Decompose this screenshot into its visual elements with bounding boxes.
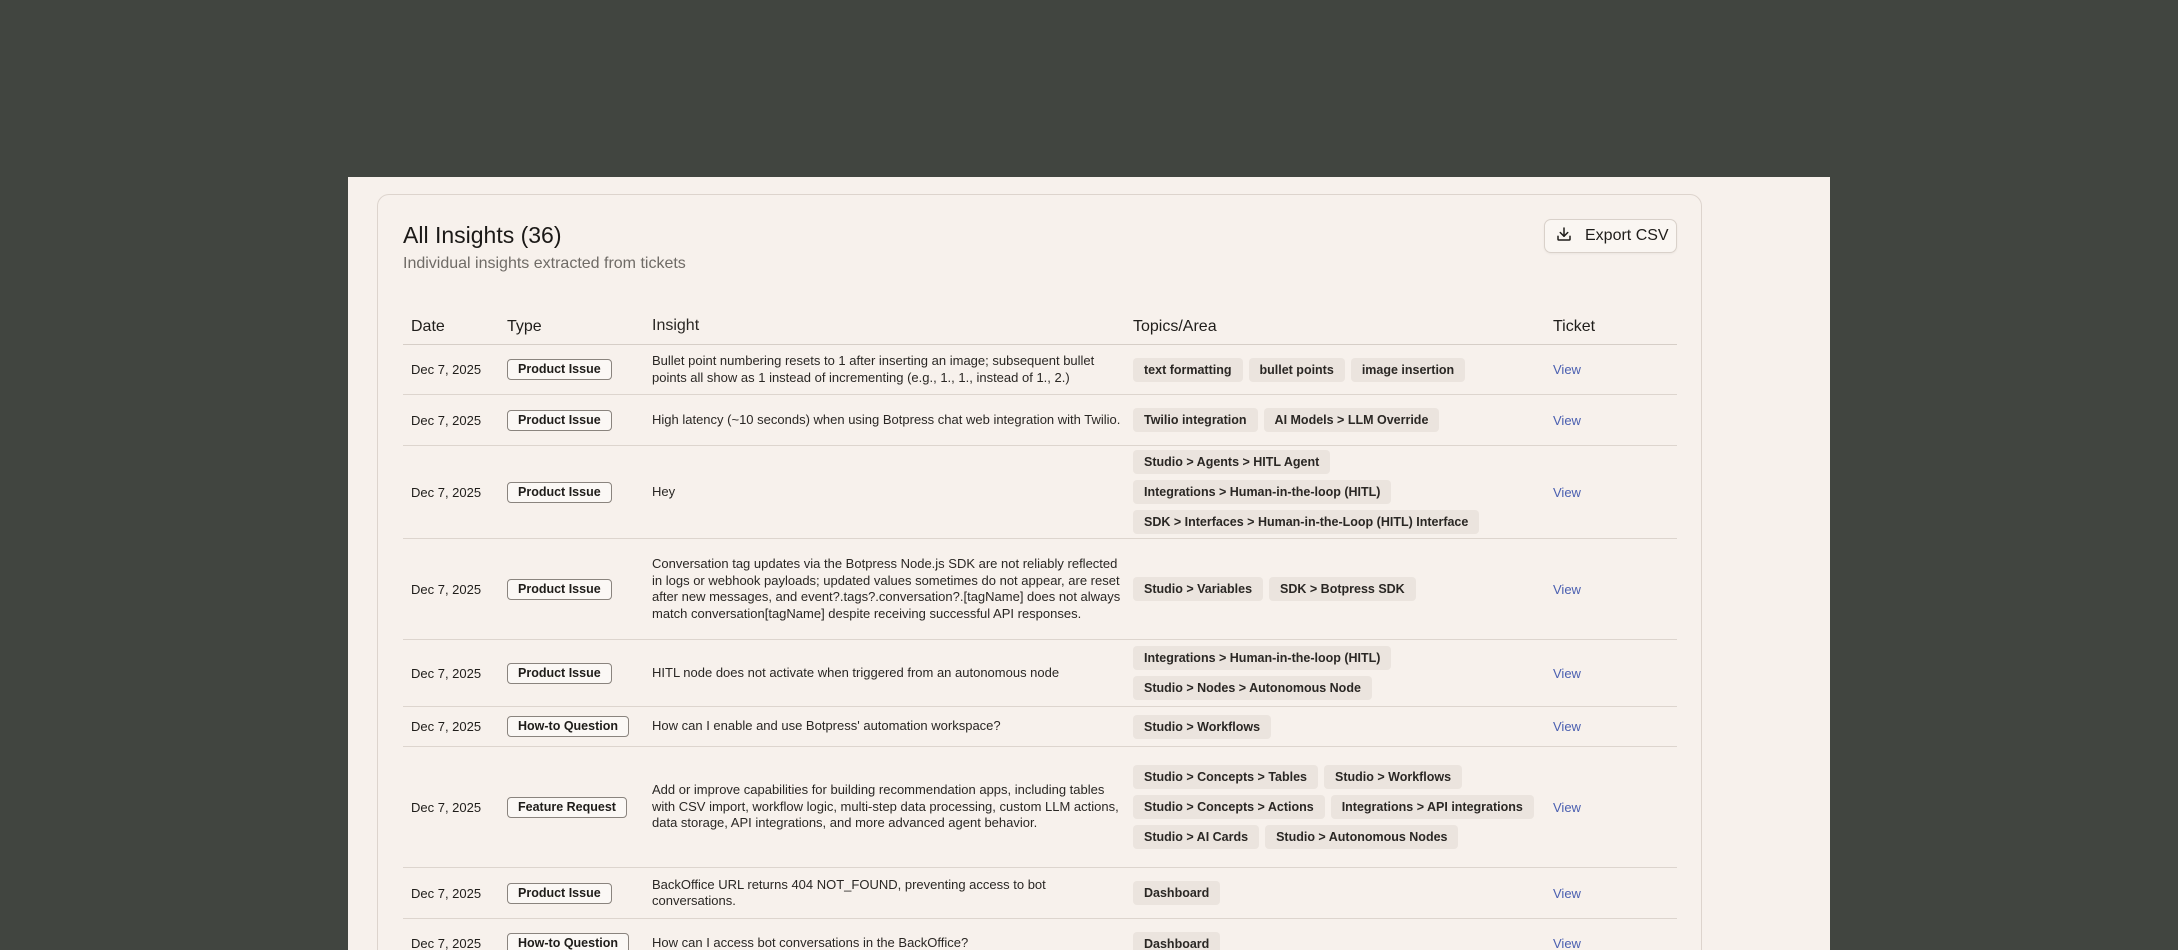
table-row [403, 747, 1677, 868]
cell-type [507, 716, 652, 737]
type-badge: Product Issue [507, 883, 612, 904]
table-row [403, 446, 1677, 539]
column-header-type[interactable]: Type [507, 317, 542, 335]
cell-insight: Conversation tag updates via the Botpress Node.js SDK are not reliably reflected in logs or webhook payloads; updated values sometimes do not appear, are reset after new messages, and event?.tags?.conversation?.[tagName] does not always match conversation[tagName] despite receiving successful API responses. [652, 556, 1121, 621]
column-header-ticket[interactable]: Ticket [1553, 317, 1596, 335]
topic-tag: Integrations > Human-in-the-loop (HITL) [1133, 480, 1391, 504]
topic-tag: SDK > Interfaces > Human-in-the-Loop (HITL) Interface [1133, 510, 1479, 534]
cell-type [507, 883, 652, 904]
topic-tag: SDK > Botpress SDK [1269, 577, 1416, 601]
cell-date: Dec 7, 2025 [411, 719, 482, 734]
download-icon [1555, 225, 1573, 248]
topic-tag: Dashboard [1133, 881, 1220, 905]
cell-ticket [1553, 936, 1677, 950]
topic-tag: Studio > AI Cards [1133, 825, 1259, 849]
table-row [403, 395, 1677, 446]
type-badge: Product Issue [507, 663, 612, 684]
export-csv-button[interactable] [1544, 219, 1677, 253]
cell-insight: BackOffice URL returns 404 NOT_FOUND, preventing access to bot conversations. [652, 876, 1046, 908]
cell-topics [1133, 443, 1553, 541]
cell-insight: Bullet point numbering resets to 1 after inserting an image; subsequent bullet points all show as 1 instead of incrementing (e.g., 1., 1., instead of 1., 2.) [652, 353, 1095, 385]
cell-topics [1133, 925, 1553, 950]
column-header-topics[interactable]: Topics/Area [1133, 317, 1217, 335]
topic-tag: text formatting [1133, 358, 1243, 382]
topic-tag: Studio > Nodes > Autonomous Node [1133, 676, 1372, 700]
type-badge: Product Issue [507, 359, 612, 380]
view-ticket-link[interactable]: View [1553, 799, 1581, 815]
table-row [403, 707, 1677, 747]
insights-page [348, 177, 1830, 950]
table-row [403, 640, 1677, 707]
cell-topics [1133, 874, 1553, 912]
cell-date: Dec 7, 2025 [411, 936, 482, 950]
view-ticket-link[interactable]: View [1553, 885, 1581, 901]
topic-tag: image insertion [1351, 358, 1465, 382]
cell-ticket [1553, 800, 1677, 815]
topic-tag: Studio > Autonomous Nodes [1265, 825, 1458, 849]
cell-insight: How can I enable and use Botpress' automation workspace? [652, 718, 1001, 734]
view-ticket-link[interactable]: View [1553, 581, 1581, 597]
cell-topics [1133, 758, 1553, 856]
topic-tag: Studio > Agents > HITL Agent [1133, 450, 1330, 474]
type-badge: How-to Question [507, 716, 629, 737]
table-row [403, 868, 1677, 919]
cell-date: Dec 7, 2025 [411, 484, 482, 500]
cell-type [507, 579, 652, 600]
table-row [403, 919, 1677, 950]
cell-date: Dec 7, 2025 [411, 885, 482, 901]
type-badge: Product Issue [507, 579, 612, 600]
cell-type [507, 663, 652, 684]
type-badge: Feature Request [507, 797, 627, 818]
table-row [403, 345, 1677, 395]
export-csv-label: Export CSV [1585, 227, 1669, 244]
cell-type [507, 797, 652, 818]
view-ticket-link[interactable]: View [1553, 936, 1581, 950]
cell-date: Dec 7, 2025 [411, 362, 482, 377]
table-header [403, 309, 1677, 345]
topic-tag: Studio > Concepts > Tables [1133, 765, 1318, 789]
page-title: All Insights (36) [403, 222, 562, 248]
cell-topics [1133, 570, 1553, 608]
cell-ticket [1553, 413, 1677, 428]
insights-table [403, 309, 1677, 950]
cell-insight: High latency (~10 seconds) when using Botpress chat web integration with Twilio. [652, 411, 1121, 427]
cell-insight: Add or improve capabilities for building recommendation apps, including tables with CSV import, workflow logic, multi-step data processing, custom LLM actions, data storage, API integrations, and more advanced agent behavior. [652, 782, 1119, 831]
view-ticket-link[interactable]: View [1553, 362, 1581, 377]
cell-ticket [1553, 362, 1677, 377]
cell-topics [1133, 639, 1553, 707]
topic-tag: Twilio integration [1133, 408, 1258, 432]
topic-tag: bullet points [1249, 358, 1345, 382]
cell-date: Dec 7, 2025 [411, 665, 482, 681]
cell-ticket [1553, 719, 1677, 734]
topic-tag: Studio > Workflows [1324, 765, 1462, 789]
insights-card [377, 194, 1702, 950]
view-ticket-link[interactable]: View [1553, 412, 1581, 428]
topic-tag: Dashboard [1133, 932, 1220, 950]
cell-date: Dec 7, 2025 [411, 581, 482, 597]
cell-date: Dec 7, 2025 [411, 799, 482, 815]
column-header-date[interactable]: Date [411, 317, 445, 335]
type-badge: Product Issue [507, 410, 612, 431]
cell-topics [1133, 401, 1553, 439]
cell-topics [1133, 351, 1553, 389]
cell-date: Dec 7, 2025 [411, 412, 482, 428]
cell-type [507, 482, 652, 503]
cell-insight: HITL node does not activate when triggered from an autonomous node [652, 664, 1060, 680]
cell-insight: Hey [652, 483, 676, 499]
cell-type [507, 410, 652, 431]
view-ticket-link[interactable]: View [1553, 665, 1581, 681]
cell-ticket [1553, 886, 1677, 901]
cell-type [507, 359, 652, 380]
cell-ticket [1553, 485, 1677, 500]
cell-type [507, 933, 652, 950]
cell-topics [1133, 708, 1553, 746]
topic-tag: Integrations > Human-in-the-loop (HITL) [1133, 646, 1391, 670]
cell-ticket [1553, 582, 1677, 597]
column-header-insight[interactable]: Insight [652, 317, 700, 335]
table-body [403, 345, 1677, 950]
table-row [403, 539, 1677, 640]
topic-tag: Studio > Workflows [1133, 715, 1271, 739]
view-ticket-link[interactable]: View [1553, 719, 1581, 734]
type-badge: Product Issue [507, 482, 612, 503]
type-badge: How-to Question [507, 933, 629, 950]
page-subtitle: Individual insights extracted from tickets [403, 255, 686, 272]
cell-ticket [1553, 666, 1677, 681]
topic-tag: AI Models > LLM Override [1264, 408, 1440, 432]
topic-tag: Studio > Variables [1133, 577, 1263, 601]
view-ticket-link[interactable]: View [1553, 484, 1581, 500]
topic-tag: Studio > Concepts > Actions [1133, 795, 1325, 819]
cell-insight: How can I access bot conversations in the BackOffice? [652, 935, 969, 950]
topic-tag: Integrations > API integrations [1331, 795, 1534, 819]
